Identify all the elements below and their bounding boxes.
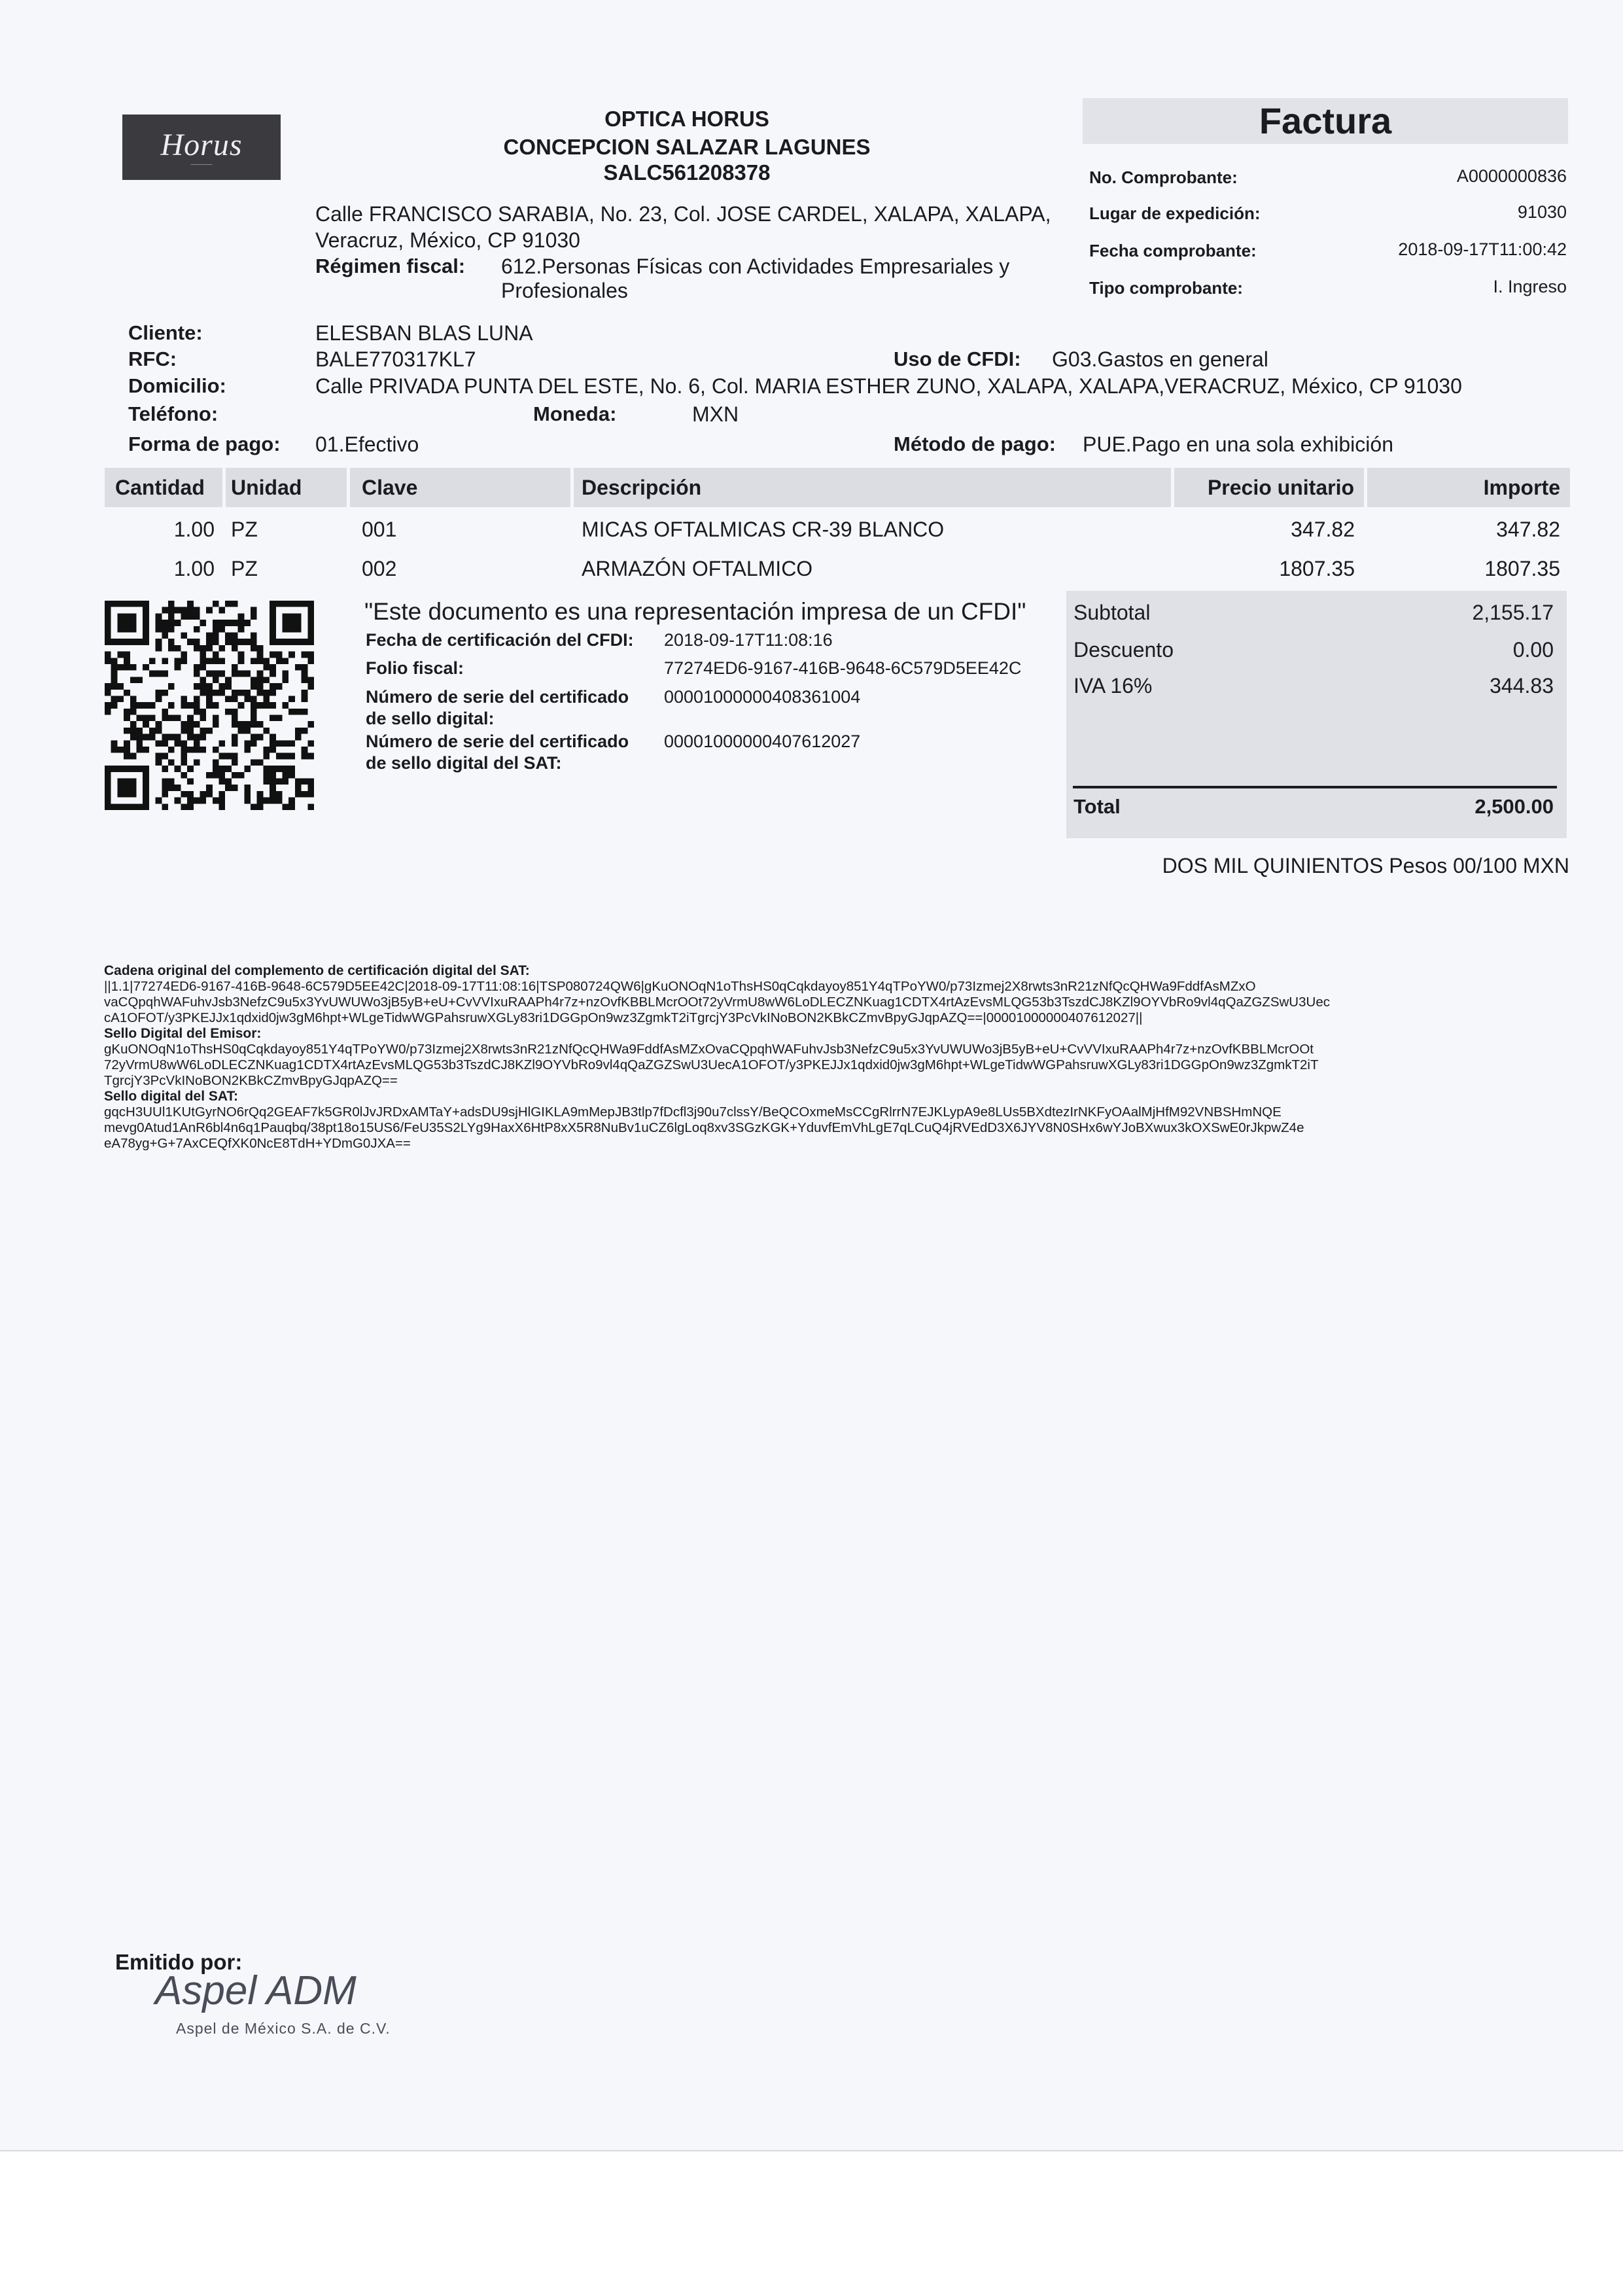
uso-cfdi-label: Uso de CFDI: (894, 347, 1021, 370)
cadena-line: cA1OFOT/y3PKEJJx1qdxid0jw3gM6hpt+WLgeTidwWGPahsruwXGLy83ri1DGGpOn9wz3ZgmkT2iTgrcjY3PcVkINoBON2KBkCZmvBpyGJqpAZQ==|00001000000407612027|| (104, 1010, 1143, 1025)
row-descripcion: MICAS OFTALMICAS CR-39 BLANCO (582, 518, 945, 541)
fecha-cert-value: 2018-09-17T11:08:16 (664, 630, 833, 650)
domicilio-value: Calle PRIVADA PUNTA DEL ESTE, No. 6, Col. MARIA ESTHER ZUNO, XALAPA, XALAPA,VERACRUZ, México, CP 91030 (315, 374, 1462, 398)
aspel-company: Aspel de México S.A. de C.V. (176, 2020, 391, 2037)
comprobante-label: No. Comprobante: (1089, 168, 1238, 187)
total-label: Total (1073, 795, 1121, 818)
row-unidad: PZ (231, 518, 258, 541)
col-clave: Clave (362, 476, 418, 499)
row-clave: 002 (362, 557, 397, 580)
emitido-label: Emitido por: (115, 1950, 243, 1974)
aspel-brand-logo: Aspel ADM (155, 1968, 357, 2013)
sello-emisor-line: TgrcjY3PcVkINoBON2KBkCZmvBpyGJqpAZQ== (104, 1073, 398, 1088)
subtotal-value: 2,155.17 (1472, 601, 1554, 624)
invoice-title: Factura (1083, 98, 1568, 144)
serie-emisor-label-2: de sello digital: (366, 709, 495, 728)
row-precio: 347.82 (1291, 518, 1355, 541)
subtotal-label: Subtotal (1073, 601, 1151, 624)
cadena-line: vaCQpqhWAFuhvJsb3NefzC9u5x3YvUWUWo3jB5yB+eU+CvVVIxuRAAPh4r7z+nzOvfKBBLMcrOOt72yVrmU8wW6LoDLECZNKuag1CDTX4rtAzEvsMLQG53b3TszdCJ8KZl9OYVbRo9vl4qQaZGZSwU3Uec (104, 995, 1330, 1010)
issuer-owner: CONCEPCION SALAZAR LAGUNES (503, 135, 871, 159)
metodo-pago-value: PUE.Pago en una sola exhibición (1083, 433, 1393, 456)
cadena-label: Cadena original del complemento de certificación digital del SAT: (104, 963, 530, 978)
sello-sat-line: mevg0Atud1AnR6bl4n6q1Pauqbq/38pt18o15US6/FeU35S2LYg9HaxX6HtP8xX5R8NuBv1uCZ6lgLoq8xv3SGzKGK+YduvfEmVhLgE7qLCuQ4jRVEdD3X6JYV8N0SHx6wYJoBXwux3kOXSwE0rJkpwZ4e (104, 1120, 1304, 1135)
sello-sat-line: gqcH3UUl1KUtGyrNO6rQq2GEAF7k5GR0lJvJRDxAMTaY+adsDU9sjHlGIKLA9mMepJB3tlp7fDcfl3j90u7clssY/BeQCOxmeMsCCgRlrrN7EJKLypA9e8LUs5BXdtezIrNKFyOAalMjHfM92VNBSHmNQE (104, 1104, 1282, 1120)
sello-emisor-line: 72yVrmU8wW6LoDLECZNKuag1CDTX4rtAzEvsMLQG53b3TszdCJ8KZl9OYVbRo9vl4qQaZGZSwU3UecA1OFOT/y3PKEJJx1qdxid0jw3gM6hpt+WLgeTidwWGPahsruwXGLy83ri1DGGpOn9wz3ZgmkT2iT (104, 1057, 1319, 1072)
col-unidad: Unidad (231, 476, 302, 499)
telefono-label: Teléfono: (128, 402, 218, 425)
row-cantidad: 1.00 (173, 557, 215, 580)
sello-sat-label: Sello digital del SAT: (104, 1089, 238, 1104)
serie-sat-value: 00001000000407612027 (664, 732, 861, 751)
comprobante-value: A0000000836 (1456, 166, 1567, 186)
row-descripcion: ARMAZÓN OFTALMICO (582, 557, 813, 580)
regimen-label: Régimen fiscal: (315, 255, 466, 277)
cfdi-statement: "Este documento es una representación impresa de un CFDI" (364, 598, 1026, 625)
moneda-value: MXN (692, 402, 739, 426)
total-value: 2,500.00 (1475, 795, 1554, 818)
tipo-label: Tipo comprobante: (1089, 278, 1243, 298)
serie-sat-label-2: de sello digital del SAT: (366, 753, 562, 773)
header-separator (1364, 468, 1367, 507)
logo-tagline: ——— (190, 160, 213, 168)
row-precio: 1807.35 (1279, 557, 1355, 580)
cadena-line: ||1.1|77274ED6-9167-416B-9648-6C579D5EE42C|2018-09-17T11:08:16|TSP080724QW6|gKuONOqN1oThsHS0qCqkdayoy851Y4qTPoYW0/p73Izmej2X8rwts3nR21zNfQcQHWa9FddfAsMZxO (104, 979, 1256, 994)
uso-cfdi-value: G03.Gastos en general (1052, 347, 1268, 371)
regimen-line2: Profesionales (501, 279, 628, 302)
forma-pago-value: 01.Efectivo (315, 433, 419, 456)
company-logo (122, 115, 281, 180)
metodo-pago-label: Método de pago: (894, 433, 1056, 455)
cliente-label: Cliente: (128, 321, 203, 344)
tipo-value: I. Ingreso (1493, 277, 1567, 296)
rfc-label: RFC: (128, 347, 177, 370)
regimen-line1: 612.Personas Físicas con Actividades Empresariales y (501, 255, 1010, 278)
issuer-address-line2: Veracruz, México, CP 91030 (315, 228, 580, 252)
scanner-background (0, 2151, 1623, 2296)
issuer-name: OPTICA HORUS (604, 107, 769, 131)
logo-text: Horus (160, 127, 243, 162)
serie-emisor-value: 00001000000408361004 (664, 687, 861, 707)
descuento-label: Descuento (1073, 638, 1174, 662)
descuento-value: 0.00 (1512, 638, 1554, 662)
sello-sat-line: eA78yg+G+7AxCEQfXK0NcE8TdH+YDmG0JXA== (104, 1136, 411, 1151)
folio-label: Folio fiscal: (366, 658, 464, 678)
header-separator (347, 468, 350, 507)
sello-emisor-line: gKuONOqN1oThsHS0qCqkdayoy851Y4qTPoYW0/p73Izmej2X8rwts3nR21zNfQcQHWa9FddfAsMZxOvaCQpqhWAFuhvJsb3NefzC9u5x3YvUWUWo3jB5yB+eU+CvVVIxuRAAPh4r7z+nzOvfKBBLMcrOOt (104, 1042, 1314, 1057)
fecha-value: 2018-09-17T11:00:42 (1398, 239, 1567, 259)
totals-divider (1073, 786, 1557, 788)
folio-value: 77274ED6-9167-416B-9648-6C579D5EE42C (664, 658, 1022, 678)
forma-pago-label: Forma de pago: (128, 433, 281, 455)
header-separator (222, 468, 226, 507)
issuer-address-line1: Calle FRANCISCO SARABIA, No. 23, Col. JOSE CARDEL, XALAPA, XALAPA, (315, 202, 1051, 226)
row-unidad: PZ (231, 557, 258, 580)
issuer-rfc: SALC561208378 (603, 160, 771, 185)
qr-code (105, 601, 314, 810)
lugar-value: 91030 (1517, 202, 1567, 222)
iva-value: 344.83 (1490, 674, 1554, 698)
stamps-section (104, 963, 1569, 1152)
row-importe: 347.82 (1496, 518, 1560, 541)
total-in-words: DOS MIL QUINIENTOS Pesos 00/100 MXN (1162, 854, 1569, 877)
lugar-label: Lugar de expedición: (1089, 203, 1261, 223)
fecha-label: Fecha comprobante: (1089, 241, 1257, 260)
row-cantidad: 1.00 (173, 518, 215, 541)
cliente-value: ELESBAN BLAS LUNA (315, 321, 533, 345)
fecha-cert-label: Fecha de certificación del CFDI: (366, 630, 634, 650)
moneda-label: Moneda: (533, 402, 617, 425)
serie-sat-label-1: Número de serie del certificado (366, 732, 629, 751)
col-importe: Importe (1483, 476, 1560, 499)
header-separator (1171, 468, 1174, 507)
serie-emisor-label-1: Número de serie del certificado (366, 687, 629, 707)
iva-label: IVA 16% (1073, 674, 1153, 698)
row-clave: 001 (362, 518, 397, 541)
row-importe: 1807.35 (1484, 557, 1560, 580)
header-separator (570, 468, 574, 507)
col-descripcion: Descripción (582, 476, 702, 499)
col-precio: Precio unitario (1207, 476, 1354, 499)
sello-emisor-label: Sello Digital del Emisor: (104, 1026, 262, 1041)
col-cantidad: Cantidad (115, 476, 205, 499)
domicilio-label: Domicilio: (128, 374, 226, 397)
rfc-value: BALE770317KL7 (315, 347, 476, 371)
